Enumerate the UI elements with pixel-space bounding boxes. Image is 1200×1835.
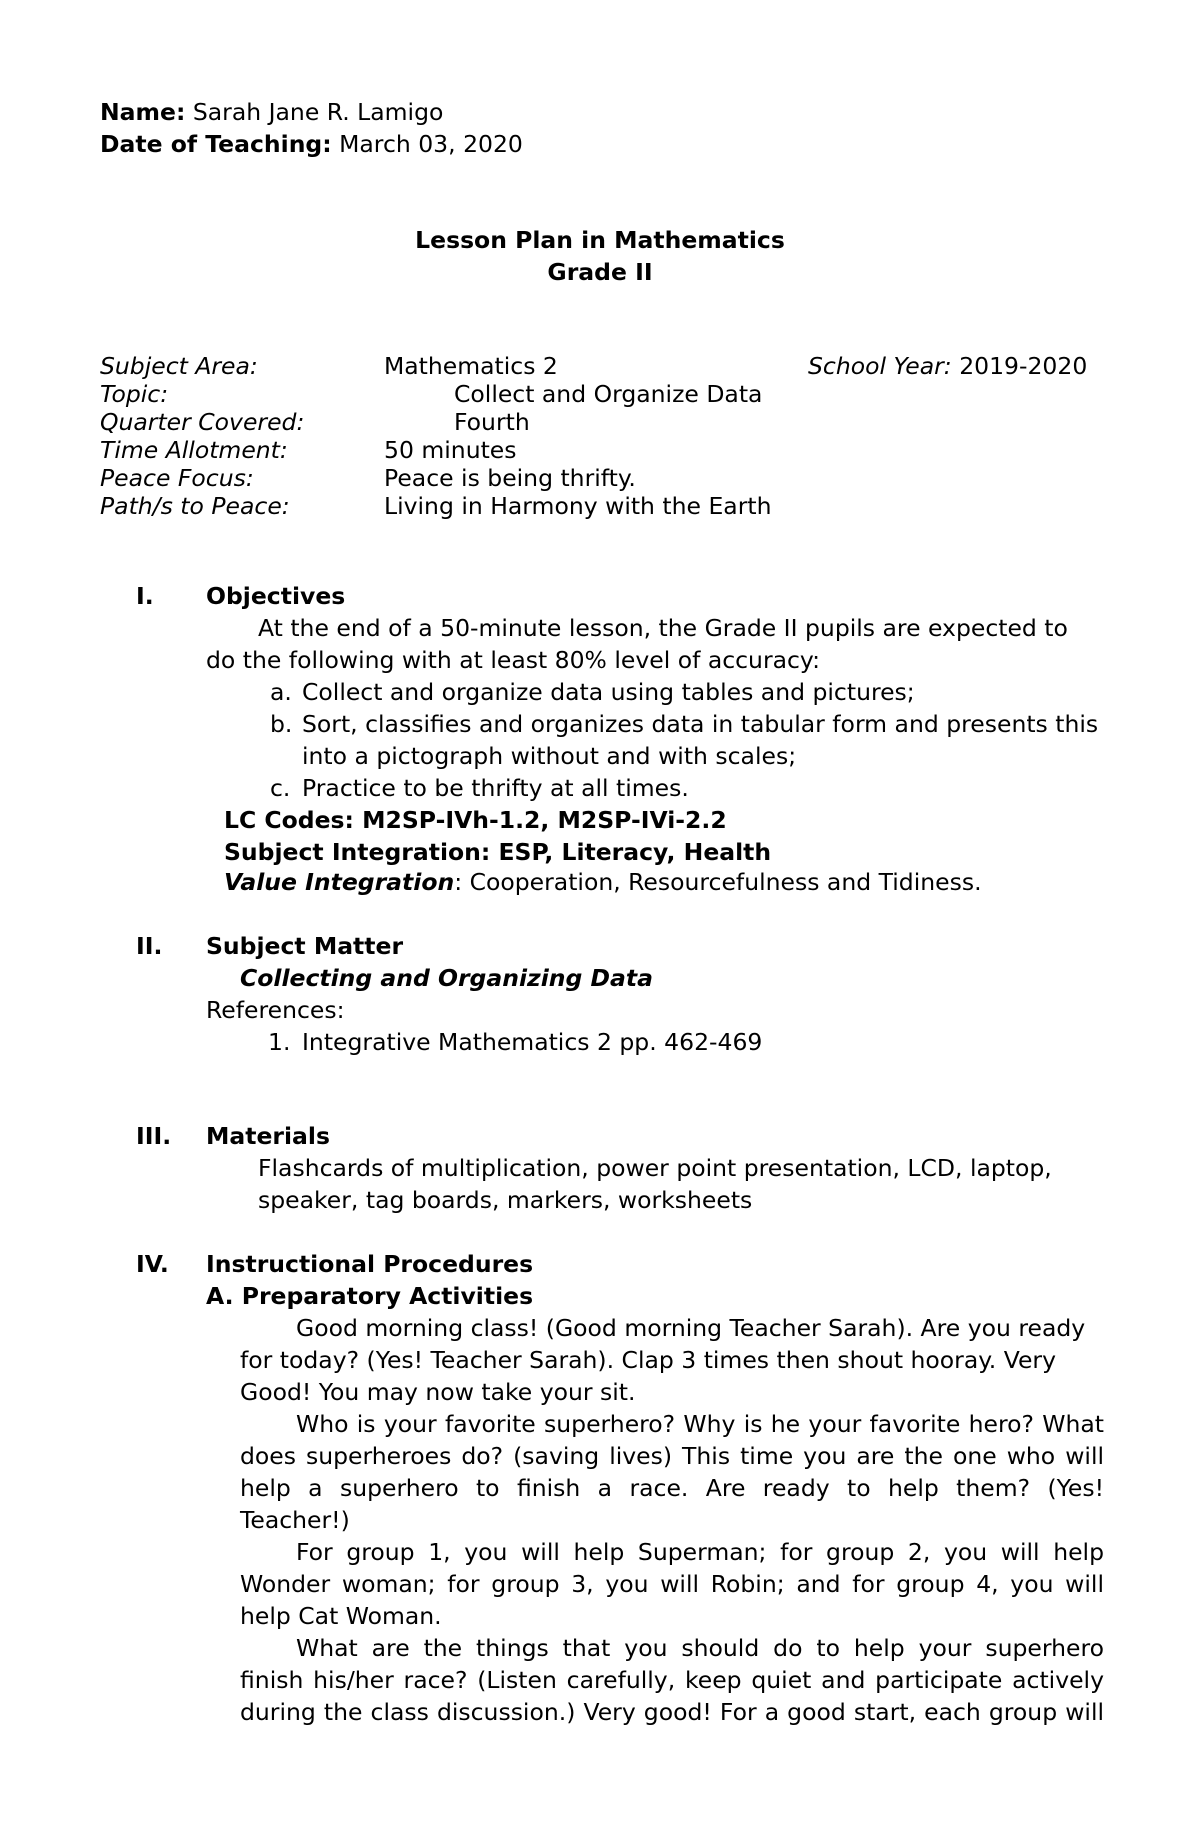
date-label: Date of Teaching: [100,130,332,158]
paragraph-2-line-2: does superheroes do? (saving lives) This time you are the one who will [240,1442,1104,1470]
references-label: References: [206,996,345,1024]
procedures-numeral: IV. [136,1250,169,1278]
objective-b-marker: b. [270,710,293,738]
procedures-heading: Instructional Procedures [206,1250,534,1278]
paragraph-3-line-3: help Cat Woman. [240,1602,442,1630]
paragraph-4-line-3: during the class discussion.) Very good! For a good start, each group will [240,1698,1104,1726]
topic-value: Collect and Organize Data [454,380,763,408]
objective-c: Practice to be thrifty at all times. [302,774,689,802]
document-title: Lesson Plan in Mathematics [415,226,785,254]
school-year-label: School Year: [808,352,952,380]
path-to-peace-label: Path/s to Peace: [100,492,290,520]
quarter-value: Fourth [454,408,530,436]
subject-area-value: Mathematics 2 [384,352,558,380]
reference-1: Integrative Mathematics 2 pp. 462-469 [302,1028,763,1056]
materials-line-2: speaker, tag boards, markers, worksheets [258,1186,753,1214]
paragraph-1-line-2: for today? (Yes! Teacher Sarah). Clap 3 times then shout hooray. Very [240,1346,1057,1374]
subject-integration: Subject Integration: ESP, Literacy, Health [224,838,772,866]
paragraph-1-line-3: Good! You may now take your sit. [240,1378,636,1406]
value-integration-value: : Cooperation, Resourcefulness and Tidiness. [454,868,982,896]
subject-matter-heading: Subject Matter [206,932,404,960]
subject-matter-numeral: II. [136,932,163,960]
name-line [100,96,443,128]
paragraph-4-line-1: What are the things that you should do to help your superhero [296,1634,1104,1662]
value-integration-label: Value Integration [224,868,455,896]
name-value: Sarah Jane R. Lamigo [192,98,444,126]
name-label: Name: [100,98,186,126]
path-to-peace-value: Living in Harmony with the Earth [384,492,772,520]
paragraph-1-line-1: Good morning class! (Good morning Teacher Sarah). Are you ready [296,1314,1086,1342]
materials-heading: Materials [206,1122,330,1150]
school-year [808,350,1087,382]
school-year-value: 2019-2020 [959,352,1088,380]
paragraph-2-line-4: Teacher!) [240,1506,350,1534]
objective-b-line-1: Sort, classifies and organizes data in tabular form and presents this [302,710,1099,738]
time-allotment-label: Time Allotment: [100,436,288,464]
objective-b-line-2: into a pictograph without and with scales; [302,742,797,770]
paragraph-2-line-3: help a superhero to finish a race. Are ready to help them? (Yes! [240,1474,1104,1502]
subject-matter-topic: Collecting and Organizing Data [240,964,653,992]
value-integration [224,866,982,898]
date-value: March 03, 2020 [339,130,523,158]
objectives-intro-2: do the following with at least 80% level of accuracy: [206,646,821,674]
objective-a-marker: a. [270,678,292,706]
preparatory-activities-heading: A. Preparatory Activities [206,1282,534,1310]
date-line [100,128,523,160]
document-subtitle: Grade II [547,258,653,286]
objectives-numeral: I. [136,582,154,610]
objectives-heading: Objectives [206,582,346,610]
materials-line-1: Flashcards of multiplication, power point presentation, LCD, laptop, [258,1154,1052,1182]
topic-label: Topic: [100,380,169,408]
paragraph-3-line-2: Wonder woman; for group 3, you will Robin; and for group 4, you will [240,1570,1104,1598]
time-allotment-value: 50 minutes [384,436,517,464]
objective-c-marker: c. [270,774,291,802]
paragraph-3-line-1: For group 1, you will help Superman; for group 2, you will help [296,1538,1104,1566]
subject-area-label: Subject Area: [100,352,258,380]
objective-a: Collect and organize data using tables and pictures; [302,678,915,706]
reference-1-marker: 1. [268,1028,291,1056]
lc-codes: LC Codes: M2SP-IVh-1.2, M2SP-IVi-2.2 [224,806,727,834]
quarter-label: Quarter Covered: [100,408,305,436]
paragraph-4-line-2: finish his/her race? (Listen carefully, keep quiet and participate actively [240,1666,1104,1694]
peace-focus-label: Peace Focus: [100,464,254,492]
materials-numeral: III. [136,1122,172,1150]
peace-focus-value: Peace is being thrifty. [384,464,636,492]
objectives-intro-1: At the end of a 50-minute lesson, the Grade II pupils are expected to [258,614,1068,642]
paragraph-2-line-1: Who is your favorite superhero? Why is he your favorite hero? What [296,1410,1104,1438]
